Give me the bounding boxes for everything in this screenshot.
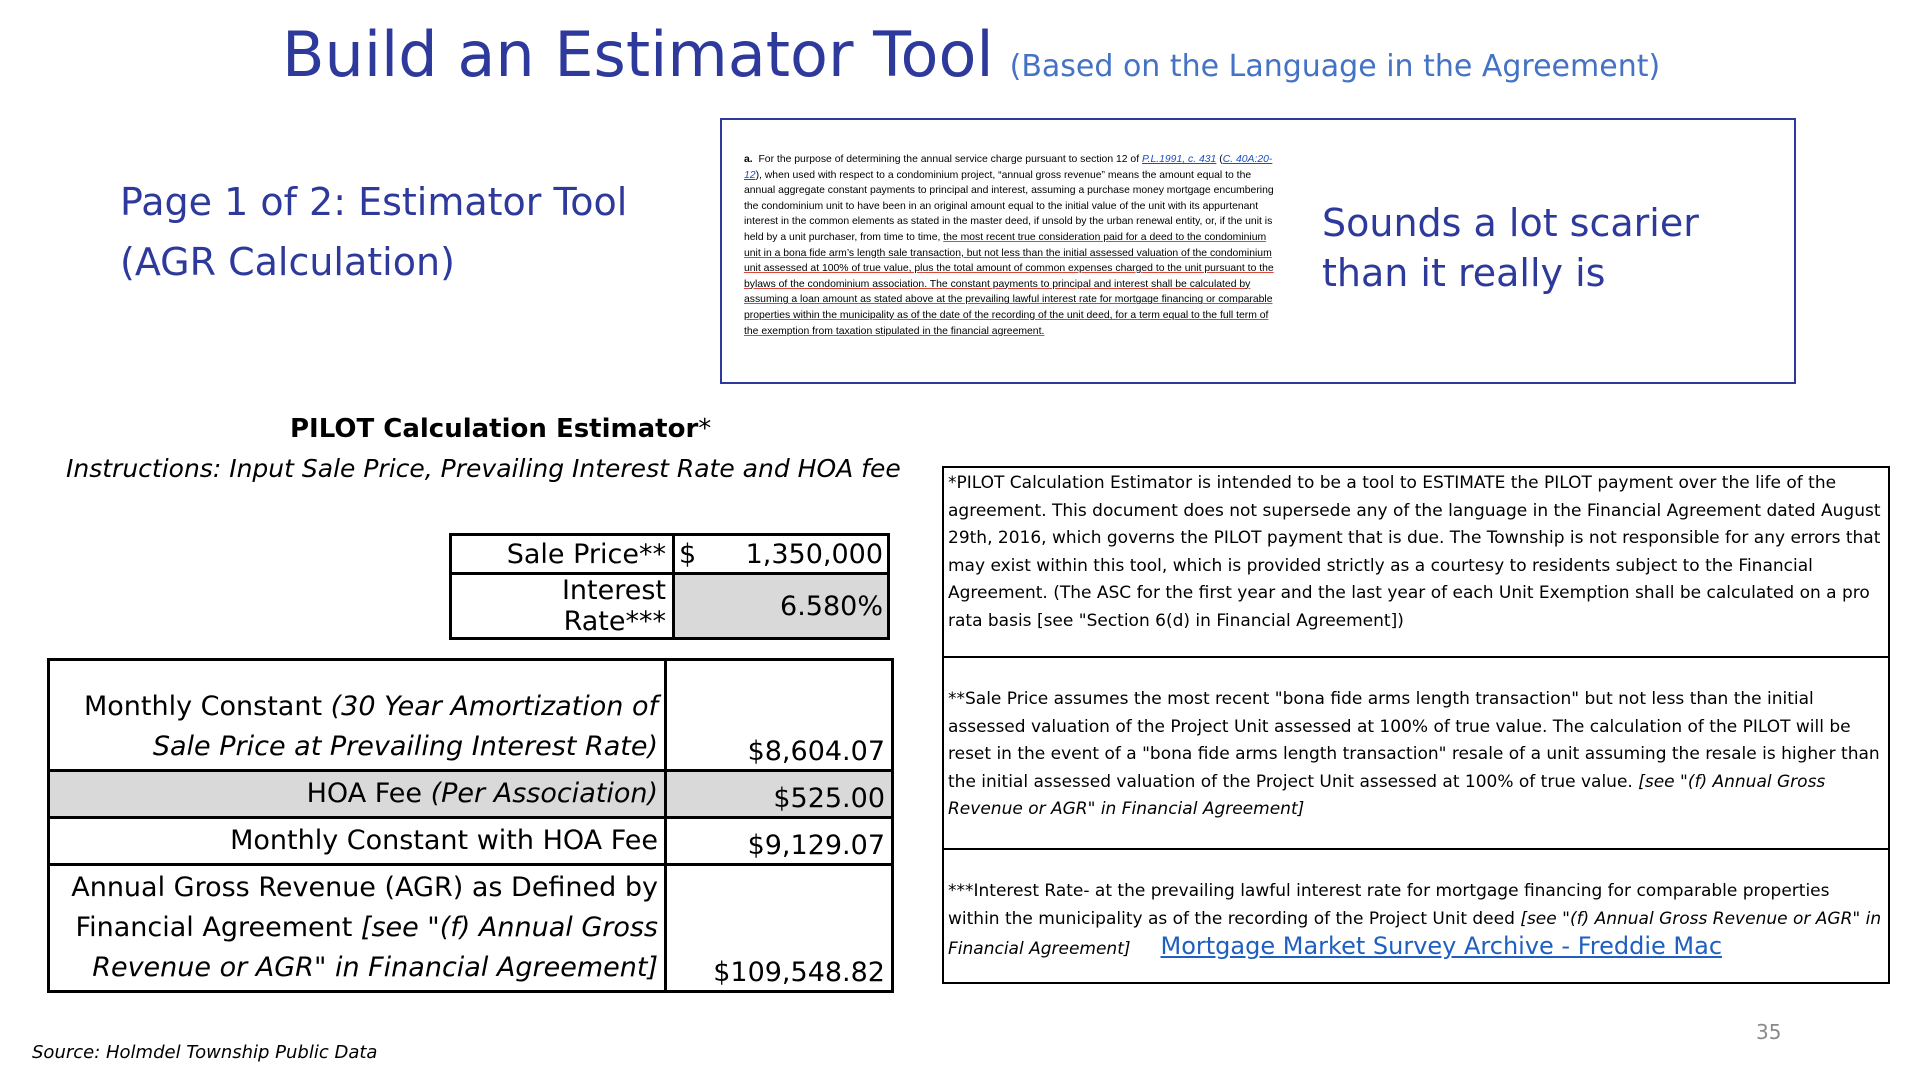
sale-price-row — [451, 535, 889, 574]
monthly-constant-value: $8,604.07 — [666, 660, 893, 771]
disclaimer-sale-price-ref: [see "(f) Annual Gross Revenue or AGR" in Financial Agreement] — [948, 771, 1826, 819]
disclaimer-interest-rate-text: ***Interest Rate- at the prevailing lawful interest rate for mortgage financing for comparable properties within the municipality as of the recording of the Project Unit deed — [948, 881, 1830, 929]
disclaimer-interest-rate — [948, 878, 1884, 964]
excerpt-label: a. — [744, 154, 753, 165]
title-main: Build an Estimator Tool — [282, 18, 994, 91]
monthly-constant-note: (30 Year Amortization of Sale Price at Prevailing Interest Rate) — [152, 691, 658, 762]
excerpt-link-pl1991[interactable]: P.L.1991, c. 431 — [1141, 154, 1217, 165]
excerpt-note — [1322, 198, 1699, 298]
page-heading-line1: Page 1 of 2: Estimator Tool — [120, 180, 628, 224]
sale-price-input[interactable] — [674, 535, 889, 574]
hoa-fee-label — [49, 771, 666, 818]
page-heading-line2: (AGR Calculation) — [120, 240, 455, 284]
disclaimer-sale-price-text: **Sale Price assumes the most recent "bona fide arms length transaction" but not less than the initial assessed valuation of the Project Unit assessed at 100% of true value. The calculation of the PILOT will be reset in the event of a "bona fide arms length transaction" resale of a unit assuming the resale is higher than the initial assessed valuation of the Project Unit assessed at 100% of true value. — [948, 689, 1880, 792]
hoa-fee-note: (Per Association) — [430, 778, 658, 809]
hoa-fee-label-text: HOA Fee — [306, 778, 431, 809]
freddie-mac-survey-link[interactable]: Mortgage Market Survey Archive - Freddie Mac — [1160, 932, 1723, 960]
disclaimer-interest-rate-ref: [see "(f) Annual Gross Revenue or AGR" in Financial Agreement] — [948, 908, 1882, 959]
agr-label-text: Annual Gross Revenue (AGR) as Defined by Financial Agreement — [71, 872, 658, 943]
disclaimer-sale-price — [948, 686, 1884, 824]
disclaimer-box — [942, 466, 1890, 984]
estimator-title-star: * — [698, 414, 712, 444]
excerpt-text-3: ), when used with respect to a condominium project, “annual gross revenue” means the amount equal to the annual aggregate constant payments to principal and interest, assuming a purchase money mortgage encumbering the condominium unit to have been in an original amount equal to the initial value of the unit with its appurtenant interest in the common elements as stated in the master deed, if unsold by the urban renewal entity, or, if the unit is held by a unit purchaser, from time to time, — [744, 169, 1274, 243]
title-subtitle: (Based on the Language in the Agreement) — [1009, 49, 1661, 84]
excerpt-note-line2: than it really is — [1322, 251, 1606, 295]
disclaimer-divider-2 — [944, 848, 1888, 850]
agr-note: [see "(f) Annual Gross Revenue or AGR" in Financial Agreement] — [92, 912, 658, 983]
monthly-with-hoa-value: $9,129.07 — [666, 818, 893, 865]
agreement-excerpt-box — [720, 118, 1796, 384]
agr-row — [49, 865, 893, 992]
source-note: Source: Holmdel Township Public Data — [32, 1042, 378, 1063]
agreement-excerpt-text — [744, 152, 1276, 339]
excerpt-text-2: ( — [1219, 154, 1223, 165]
estimator-title-text: PILOT Calculation Estimator — [290, 414, 699, 444]
disclaimer-estimator: *PILOT Calculation Estimator is intended to be a tool to ESTIMATE the PILOT payment over the life of the agreement. This document does not supersede any of the language in the Financial Agreement dated August 29th, 2016, which governs the PILOT payment that is due. The Township is not responsible for any errors that may exist within this tool, which is provided strictly as a courtesy to residents subject to the Financial Agreement. (The ASC for the first year and the last year of each Unit Exemption shall be calculated on a pro rata basis [see "Section 6(d) in Financial Agreement]) — [948, 473, 1881, 631]
monthly-with-hoa-label: Monthly Constant with HOA Fee — [49, 818, 666, 865]
excerpt-underlined-text: the most recent true consideration paid for a deed to the condominium unit in a bona fide arm’s length sale transaction, but not less than the initial assessed valuation of the condominium unit assessed at 100% of true value, plus the total amount of common expenses charged to the unit pursuant to the bylaws of the condominium association. The constant payments to principal and interest shall be calculated by assuming a loan amount as stated above at the prevailing lawful interest rate for mortgage financing or comparable properties within the municipality as of the date of the recording of the unit deed, for a term equal to the full term of the exemption from taxation stipulated in the financial agreement. — [744, 231, 1274, 337]
monthly-constant-row — [49, 660, 893, 771]
sale-price-value: 1,350,000 — [745, 538, 883, 570]
agr-value: $109,548.82 — [666, 865, 893, 992]
interest-rate-label: Interest Rate*** — [451, 574, 674, 639]
estimator-instructions: Instructions: Input Sale Price, Prevailing Interest Rate and HOA fee — [66, 454, 901, 483]
page-heading — [120, 172, 627, 292]
slide-title — [282, 18, 1660, 91]
monthly-constant-label-text: Monthly Constant — [83, 691, 331, 722]
estimator-title — [290, 414, 711, 444]
hoa-fee-input[interactable]: $525.00 — [666, 771, 893, 818]
sale-price-label: Sale Price** — [451, 535, 674, 574]
estimator-output-table — [47, 658, 894, 993]
monthly-constant-label — [49, 660, 666, 771]
agr-label — [49, 865, 666, 992]
interest-rate-input[interactable]: 6.580% — [674, 574, 889, 639]
disclaimer-divider-1 — [944, 656, 1888, 658]
excerpt-link-c40a[interactable]: C. 40A:20-12 — [744, 154, 1273, 181]
monthly-with-hoa-row — [49, 818, 893, 865]
excerpt-text-1: For the purpose of determining the annual service charge pursuant to section 12 of — [758, 154, 1142, 165]
interest-rate-row — [451, 574, 889, 639]
estimator-input-table — [449, 533, 890, 640]
page-number: 35 — [1756, 1020, 1782, 1044]
excerpt-note-line1: Sounds a lot scarier — [1322, 201, 1699, 245]
hoa-fee-row — [49, 771, 893, 818]
sale-price-currency: $ — [679, 538, 697, 570]
